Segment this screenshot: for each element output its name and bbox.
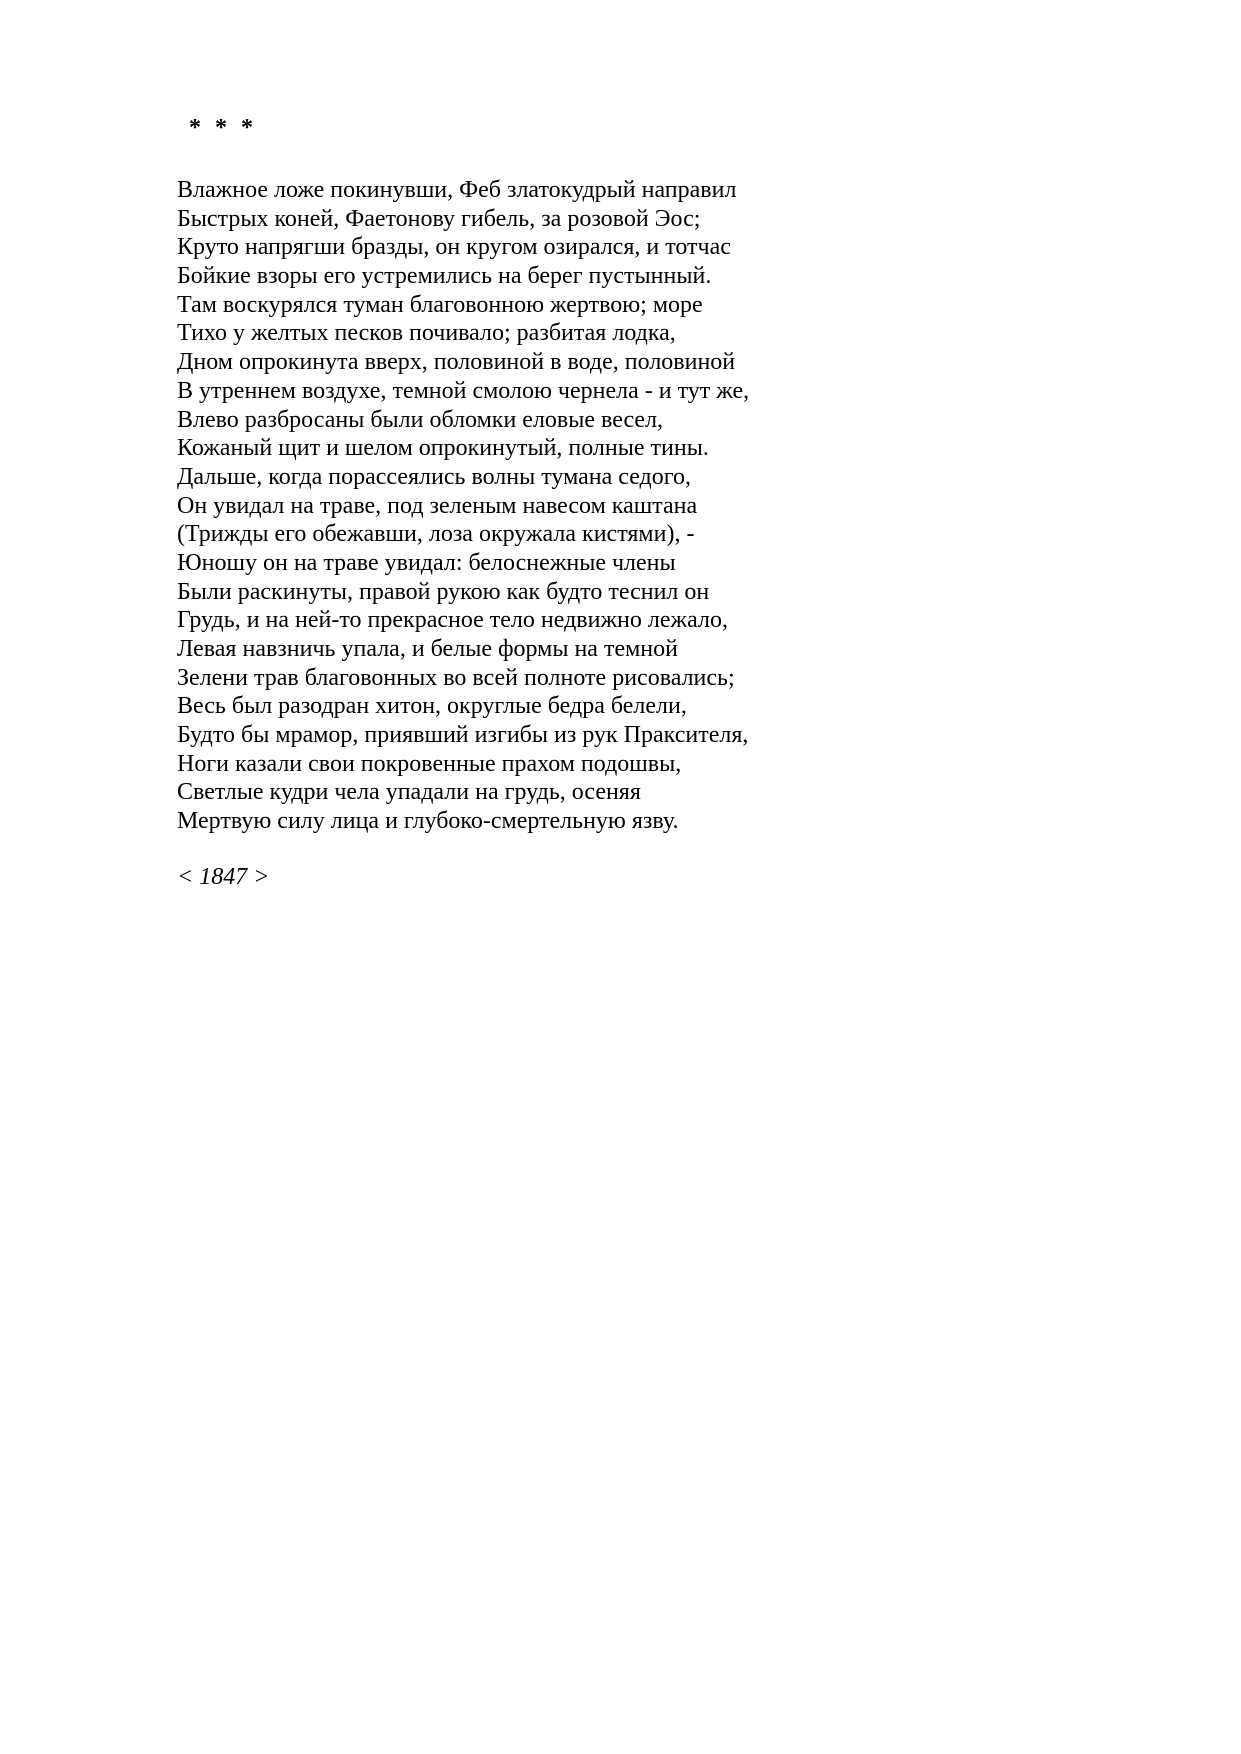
poem-line: Грудь, и на ней-то прекрасное тело недвижно лежало, xyxy=(177,607,728,634)
poem-line: Кожаный щит и шелом опрокинутый, полные тины. xyxy=(177,435,709,462)
poem-line: Юношу он на траве увидал: белоснежные члены xyxy=(177,549,676,576)
poem-line: Мертвую силу лица и глубоко-смертельную язву. xyxy=(177,808,679,835)
poem-line: (Трижды его обежавши, лоза окружала кистями), - xyxy=(177,521,695,548)
poem-line: Зелени трав благовонных во всей полноте рисовались; xyxy=(177,664,735,691)
poem-line: Круто напрягши бразды, он кругом озирался, и тотчас xyxy=(177,234,731,261)
poem-line: Дном опрокинута вверх, половиной в воде, половиной xyxy=(177,349,736,376)
poem-line: Влево разбросаны были обломки еловые весел, xyxy=(177,406,664,433)
poem-line: Весь был разодран хитон, округлые бедра белели, xyxy=(177,693,687,720)
poem-line: Быстрых коней, Фаетонову гибель, за розовой Эос; xyxy=(177,205,701,232)
poem-line: Влажное ложе покинувши, Феб златокудрый направил xyxy=(177,177,737,203)
poem-line: Там воскурялся туман благовонною жертвою; море xyxy=(177,291,703,318)
poem-line: Он увидал на траве, под зеленым навесом каштана xyxy=(177,492,698,519)
poem-heading: * * * xyxy=(189,115,257,141)
poem-line: Дальше, когда порассеялись волны тумана седого, xyxy=(177,463,692,490)
poem-date: < 1847 > xyxy=(177,864,270,890)
poem-line: Бойкие взоры его устремились на берег пустынный. xyxy=(177,263,712,290)
poem-line: Ноги казали свои покровенные прахом подошвы, xyxy=(177,750,682,777)
poem-line: В утреннем воздухе, темной смолою чернела - и тут же, xyxy=(177,377,750,404)
poem-line: Левая навзничь упала, и белые формы на темной xyxy=(177,636,678,662)
poem-body xyxy=(177,176,749,836)
poem-line: Светлые кудри чела упадали на грудь, осеняя xyxy=(177,779,641,806)
poem-line: Будто бы мрамор, приявший изгибы из рук Праксителя, xyxy=(177,722,749,749)
poem-line: Были раскинуты, правой рукою как будто теснил он xyxy=(177,578,710,605)
poem-line: Тихо у желтых песков почивало; разбитая лодка, xyxy=(177,320,676,347)
